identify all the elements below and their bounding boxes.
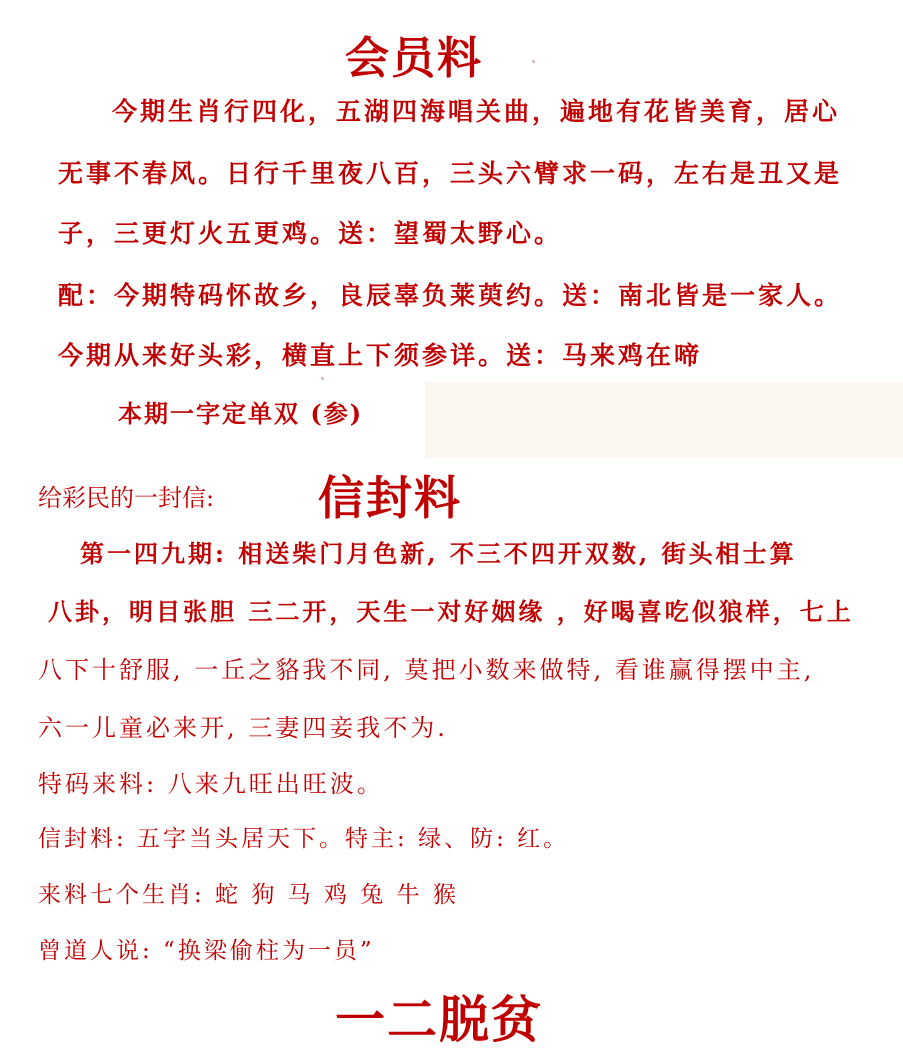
envelope-line-4: 六一儿童必来开, 三妻四妾我不为. (38, 714, 448, 742)
member-line-6: 本期一字定单双 (参) (118, 399, 364, 428)
envelope-header: 给彩民的一封信: (38, 484, 215, 512)
member-line-2: 无事不春风。日行千里夜八百，三头六臂求一码，左右是丑又是 (58, 159, 843, 188)
footer-title: 一二脱贫 (335, 990, 543, 1049)
member-line-3: 子，三更灯火五更鸡。送：望蜀太野心。 (58, 219, 563, 248)
member-line-1: 今期生肖行四化，五湖四海唱关曲，遍地有花皆美育，居心 (112, 97, 841, 126)
member-line-5: 今期从来好头彩，横直上下须参详。送：马来鸡在啼 (58, 341, 703, 370)
envelope-title: 信封料 (318, 471, 462, 525)
envelope-line-2: 八卦，明目张胆 三二开，天生一对好姻缘 ，好喝喜吃似狼样，七上 (48, 597, 854, 626)
scan-speck (532, 60, 535, 63)
scan-speck (321, 377, 324, 380)
scan-patch (425, 382, 903, 458)
envelope-line-3: 八下十舒服, 一丘之貉我不同, 莫把小数来做特, 看谁赢得摆中主, (38, 656, 815, 684)
member-line-4: 配：今期特码怀故乡，良辰辜负莱萸约。送：南北皆是一家人。 (58, 281, 843, 310)
envelope-line-1: 第一四九期: 相送柴门月色新, 不三不四开双数, 街头相士算 (80, 539, 797, 568)
member-title: 会员料 (345, 33, 483, 84)
envelope-line-7: 来料七个生肖: 蛇 狗 马 鸡 兔 牛 猴 (38, 882, 459, 908)
envelope-line-6: 信封料: 五字当头居天下。特主: 绿、防: 红。 (38, 826, 570, 852)
envelope-line-5: 特码来料: 八来九旺出旺波。 (38, 770, 384, 798)
envelope-line-8: 曾道人说: “换梁偷柱为一员” (38, 938, 375, 964)
